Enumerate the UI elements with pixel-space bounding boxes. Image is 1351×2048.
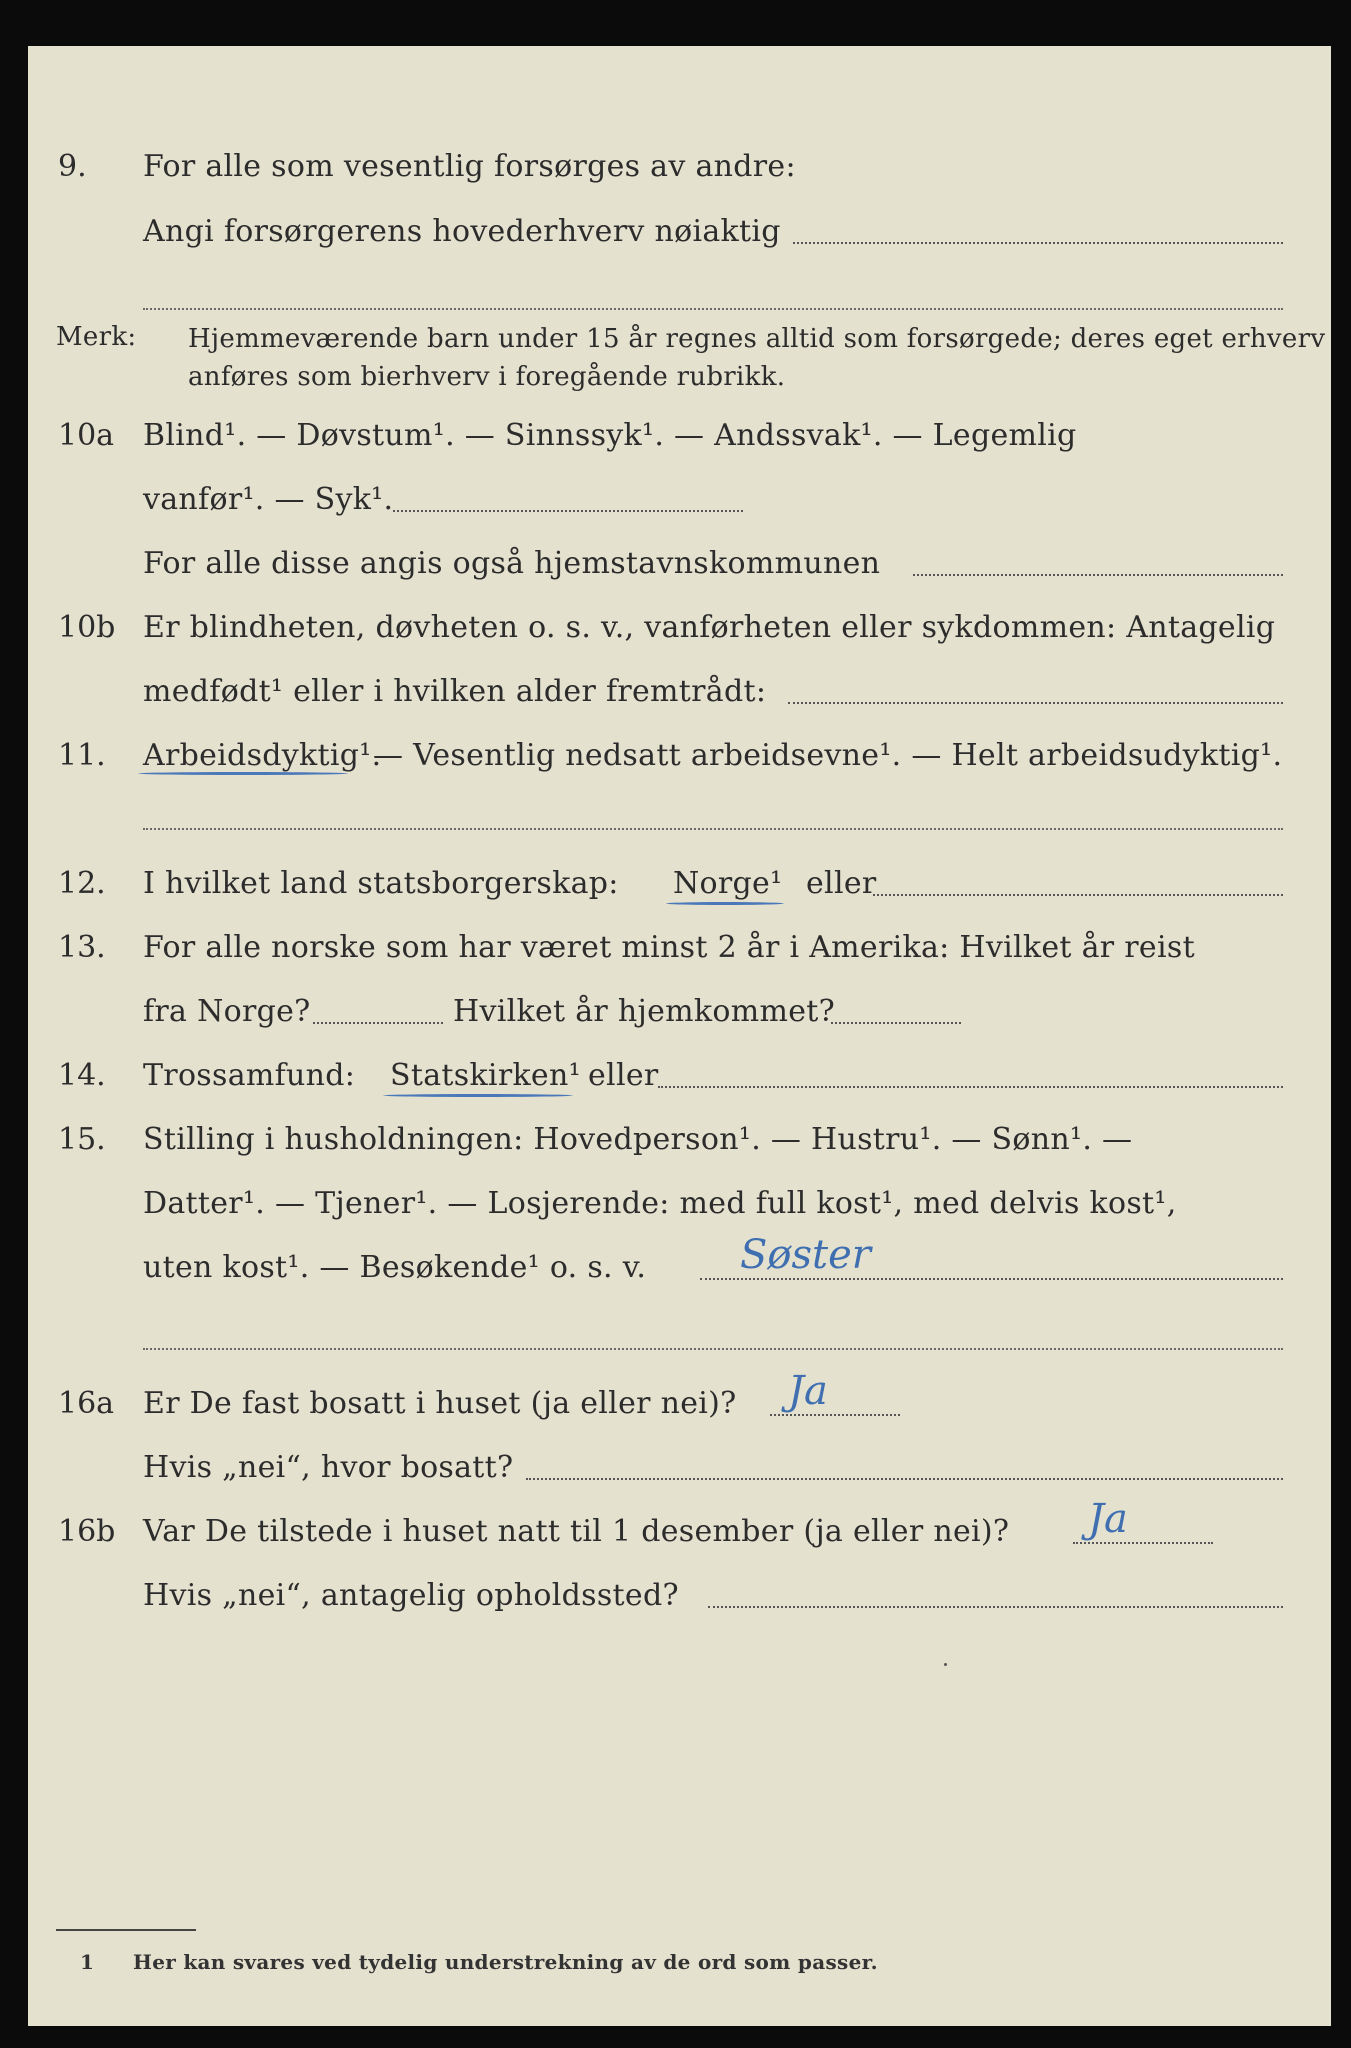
q9-extra-line (143, 308, 1283, 310)
footnote-rule (56, 1929, 196, 1931)
q12-opt-norge[interactable]: Norge¹ (673, 866, 783, 901)
q10b-answer-line[interactable] (788, 702, 1283, 704)
merk-line1: Hjemmeværende barn under 15 år regnes alltid som forsørgede; deres eget erhverv (188, 324, 1326, 354)
merk-label: Merk: (56, 322, 137, 352)
q10a-line3: For alle disse angis også hjemstavnskommunen (143, 546, 881, 581)
q11-number: 11. (58, 738, 106, 773)
q9-number: 9. (58, 149, 87, 184)
q16a-handwritten-answer: Ja (788, 1368, 828, 1414)
q15-handwritten-answer: Søster (740, 1232, 871, 1278)
q16b-opholdssted-line[interactable] (708, 1606, 1283, 1608)
q12-prefix: I hvilket land statsborgerskap: (143, 866, 619, 901)
q13-reist-line[interactable] (313, 1022, 443, 1024)
q10b-line1: Er blindheten, døvheten o. s. v., vanførheten eller sykdommen: Antagelig (143, 610, 1276, 645)
q14-answer-line[interactable] (658, 1086, 1283, 1088)
q15-line1: Stilling i husholdningen: Hovedperson¹. — Hustru¹. — Sønn¹. — (143, 1122, 1133, 1157)
footnote-mark: 1 (80, 1950, 95, 1974)
q9-line2: Angi forsørgerens hovederhverv nøiaktig (143, 214, 781, 249)
q15-line2: Datter¹. — Tjener¹. — Losjerende: med full kost¹, med delvis kost¹, (143, 1186, 1177, 1221)
q14-number: 14. (58, 1058, 106, 1093)
q10a-syk-line[interactable] (393, 510, 743, 512)
q16a-line1: Er De fast bosatt i huset (ja eller nei)? (143, 1386, 737, 1421)
q13-number: 13. (58, 930, 106, 965)
q14-opt-statskirken[interactable]: Statskirken¹ (390, 1058, 581, 1093)
census-form-page (28, 46, 1331, 2026)
q15-answer-line[interactable] (700, 1278, 1283, 1280)
q16a-number: 16a (58, 1386, 115, 1421)
q13-line1: For alle norske som har været minst 2 år i Amerika: Hvilket år reist (143, 930, 1195, 965)
q10b-line2: medfødt¹ eller i hvilken alder fremtrådt: (143, 674, 767, 709)
q14-handwritten-underline (383, 1094, 573, 1097)
q15-line3: uten kost¹. — Besøkende¹ o. s. v. (143, 1250, 647, 1285)
q16a-bosatt-line[interactable] (526, 1478, 1283, 1480)
q13-line2b: Hvilket år hjemkommet? (453, 994, 836, 1029)
q16b-handwritten-answer: Ja (1088, 1496, 1128, 1542)
q16a-answer-line[interactable] (770, 1414, 900, 1416)
q10a-line1: Blind¹. — Døvstum¹. — Sinnssyk¹. — Andssvak¹. — Legemlig (143, 418, 1077, 453)
q13-hjemkommet-line[interactable] (831, 1022, 961, 1024)
q16a-line2: Hvis „nei“, hvor bosatt? (143, 1450, 514, 1485)
q11-handwritten-underline (138, 772, 348, 775)
q10a-kommune-line[interactable] (913, 574, 1283, 576)
q12-suffix: eller (806, 866, 877, 901)
q16b-number: 16b (58, 1514, 116, 1549)
q15-number: 15. (58, 1122, 106, 1157)
q14-suffix: eller (588, 1058, 659, 1093)
q10a-line2: vanfør¹. — Syk¹. (143, 482, 394, 517)
q13-line2a: fra Norge? (143, 994, 311, 1029)
q16b-line1: Var De tilstede i huset natt til 1 desember (ja eller nei)? (143, 1514, 1010, 1549)
q10b-number: 10b (58, 610, 116, 645)
footnote-text: Her kan svares ved tydelig understrekning av de ord som passer. (133, 1950, 878, 1974)
q12-answer-line[interactable] (873, 894, 1283, 896)
q9-line1: For alle som vesentlig forsørges av andre: (143, 149, 796, 184)
q10a-number: 10a (58, 418, 115, 453)
q12-number: 12. (58, 866, 106, 901)
q14-prefix: Trossamfund: (143, 1058, 356, 1093)
q11-rest: — Vesentlig nedsatt arbeidsevne¹. — Helt arbeidsudyktig¹. (373, 738, 1283, 773)
q15-extra-line (143, 1348, 1283, 1350)
q16b-answer-line[interactable] (1073, 1542, 1213, 1544)
merk-line2: anføres som bierhverv i foregående rubrikk. (188, 362, 786, 392)
q12-handwritten-underline (666, 902, 784, 905)
q11-opt1[interactable]: Arbeidsdyktig¹. (143, 738, 382, 773)
q11-extra-line (143, 828, 1283, 830)
q16b-line2: Hvis „nei“, antagelig opholdssted? (143, 1578, 679, 1613)
q9-answer-line[interactable] (793, 242, 1283, 244)
paper-speck (944, 1663, 947, 1666)
